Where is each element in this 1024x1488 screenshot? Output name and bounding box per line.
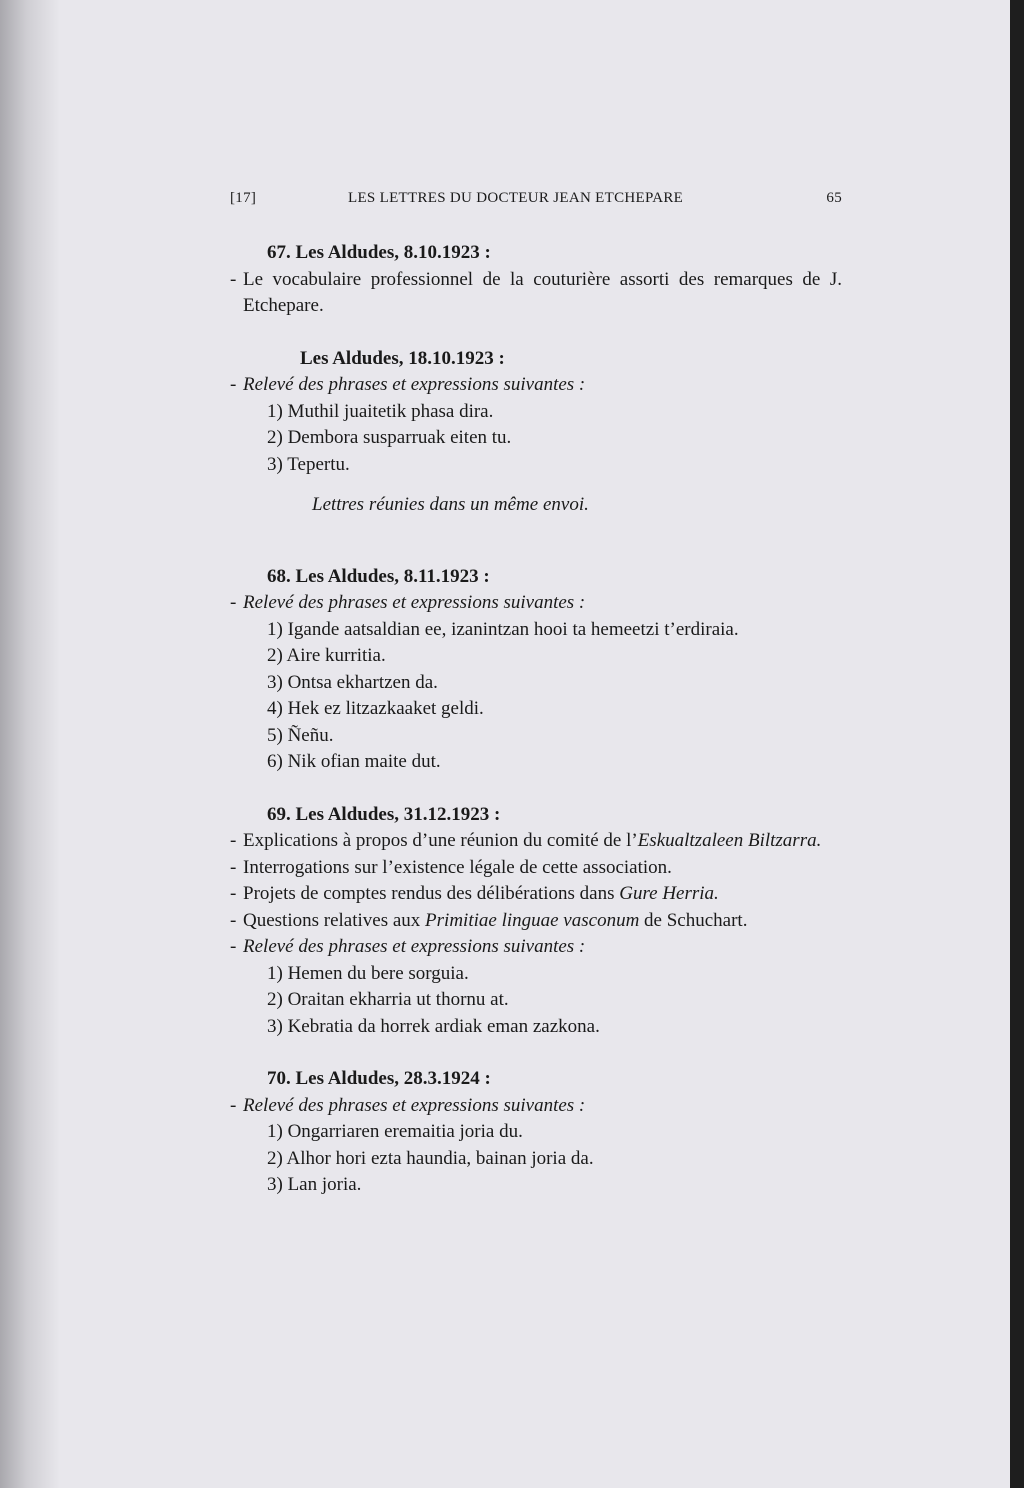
running-title: LES LETTRES DU DOCTEUR JEAN ETCHEPARE (348, 190, 684, 206)
phrase-item: 3) Lan joria. (267, 1174, 362, 1195)
entry-title: 70. Les Aldudes, 28.3.1924 : (267, 1068, 491, 1089)
page-gutter (0, 0, 60, 1488)
phrase-item: 1) Muthil juaitetik phasa dira. (267, 400, 494, 422)
entry-title: 69. Les Aldudes, 31.12.1923 : (267, 803, 501, 825)
releve-heading: - Relevé des phrases et expressions suivantes : (230, 374, 586, 395)
phrase-item: 2) Dembora susparruak eiten tu. (267, 427, 512, 448)
page-content (230, 240, 842, 1199)
folio-left: [17] (230, 190, 257, 206)
phrase-item: 1) Hemen du bere sorguia. (267, 962, 469, 984)
phrase-item: 2) Aire kurritia. (267, 645, 386, 666)
phrase-item: 2) Oraitan ekharria ut thornu at. (267, 989, 509, 1010)
phrase-item: 3) Kebratia da horrek ardiak eman zazkona. (267, 1015, 600, 1037)
entry-title: Les Aldudes, 18.10.1923 : (300, 347, 505, 369)
phrase-item: 2) Alhor hori ezta haundia, bainan joria da. (267, 1147, 594, 1169)
releve-heading: - Relevé des phrases et expressions suivantes : (230, 1094, 586, 1116)
entry-title: 68. Les Aldudes, 8.11.1923 : (267, 565, 490, 587)
list-item: - Le vocabulaire professionnel de la couturière assorti des remarques de J. Etchepare. (230, 268, 842, 316)
editorial-note: Lettres réunies dans un même envoi. (312, 494, 589, 515)
phrase-item: 1) Igande aatsaldian ee, izanintzan hooi ta hemeetzi t’erdiraia. (267, 618, 739, 640)
scan-border (1010, 0, 1024, 1488)
list-item: - Questions relatives aux Primitiae linguae vasconum de Schuchart. (230, 909, 748, 931)
releve-heading: - Relevé des phrases et expressions suivantes : (230, 936, 586, 957)
list-item: - Interrogations sur l’existence légale de cette association. (230, 856, 672, 878)
releve-heading: - Relevé des phrases et expressions suivantes : (230, 592, 586, 613)
phrase-item: 3) Tepertu. (267, 453, 350, 475)
phrase-item: 4) Hek ez litzazkaaket geldi. (267, 698, 484, 719)
phrase-item: 5) Ñeñu. (267, 724, 334, 746)
entry-title: 67. Les Aldudes, 8.10.1923 : (267, 242, 491, 263)
phrase-item: 3) Ontsa ekhartzen da. (267, 671, 438, 693)
list-item: - Explications à propos d’une réunion du comité de l’Eskualtzaleen Biltzarra. (230, 830, 822, 851)
phrase-item: 6) Nik ofian maite dut. (267, 751, 441, 772)
page-number: 65 (826, 190, 842, 206)
phrase-item: 1) Ongarriaren eremaitia joria du. (267, 1121, 523, 1142)
list-item: - Projets de comptes rendus des délibérations dans Gure Herria. (230, 883, 719, 904)
